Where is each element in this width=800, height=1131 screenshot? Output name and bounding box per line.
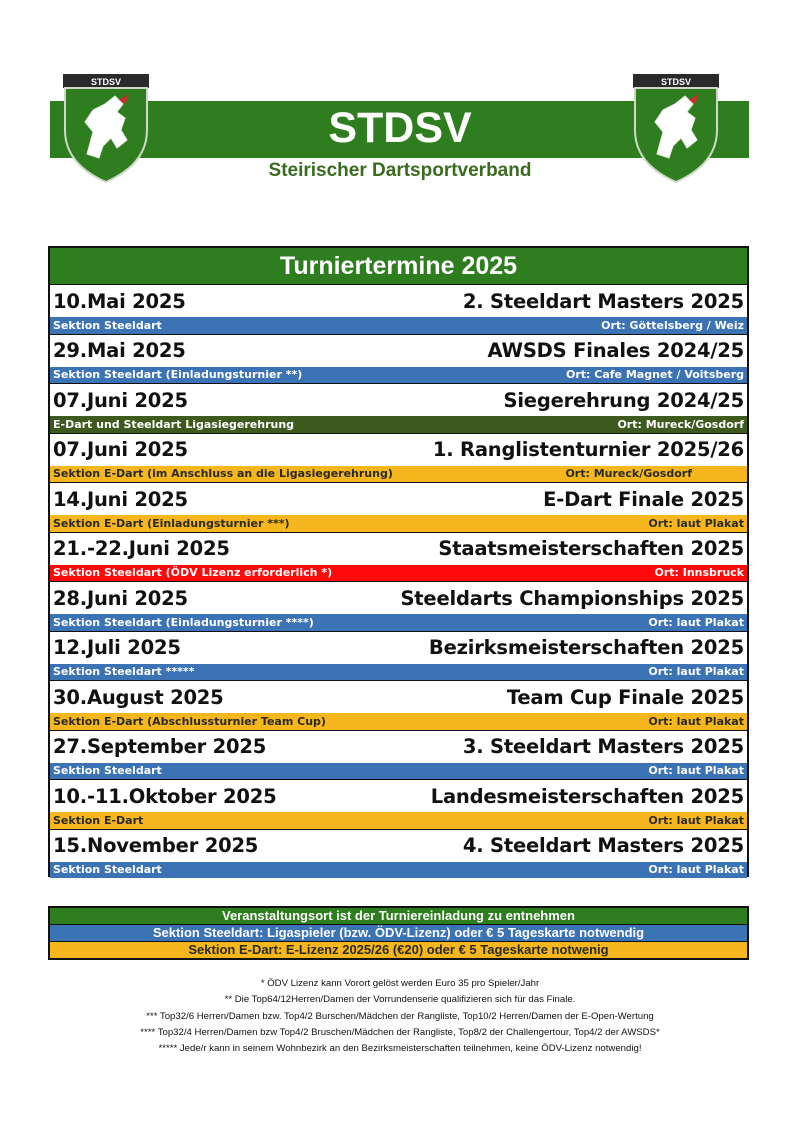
event-section-bar [50,565,747,582]
event-section-bar [50,515,747,532]
info-steeldart: Sektion Steeldart: Ligaspieler (bzw. ÖDV-Lizenz) oder € 5 Tageskarte notwendig [50,925,747,942]
event-location: Ort: laut Plakat [648,813,744,827]
event-section-bar [50,713,747,730]
event-section: E-Dart und Steeldart Ligasiegerehrung [53,417,295,431]
info-edart: Sektion E-Dart: E-Lizenz 2025/26 (€20) oder € 5 Tageskarte notwenig [50,942,747,958]
event-name: Landesmeisterschaften 2025 [430,784,744,808]
event-location: Ort: laut Plakat [648,516,744,530]
event-main [50,681,747,713]
event-section-bar [50,862,747,879]
event-section: Sektion Steeldart ***** [53,665,195,679]
footnote: **** Top32/4 Herren/Damen bzw Top4/2 Bruschen/Mädchen der Rangliste, Top8/2 der Challengertour, Top4/2 der AWSDS* [140,1026,660,1038]
event-main [50,780,747,812]
event-location: Ort: laut Plakat [648,863,744,877]
event-name: 3. Steeldart Masters 2025 [462,735,744,758]
event-name: 2. Steeldart Masters 2025 [462,289,744,313]
event-location: Ort: laut Plakat [648,665,744,679]
event-row [50,533,747,583]
event-name: AWSDS Finales 2024/25 [487,339,744,362]
event-location: Ort: laut Plakat [648,764,744,778]
logo-text: STDSV [660,77,692,87]
event-row [50,681,747,731]
event-location: Ort: Mureck/Gosdorf [565,467,692,481]
event-name: Steeldarts Championships 2025 [400,586,744,610]
event-date: 07.Juni 2025 [53,438,188,461]
info-venue: Veranstaltungsort ist der Turniereinladung zu entnehmen [50,908,747,925]
event-name: 1. Ranglistenturnier 2025/26 [432,438,744,461]
event-main [50,335,747,367]
event-name: Staatsmeisterschaften 2025 [438,537,744,560]
event-section: Sektion Steeldart (ÖDV Lizenz erforderlich *) [53,566,333,580]
event-date: 30.August 2025 [53,685,224,709]
event-location: Ort: laut Plakat [648,714,744,728]
event-main [50,533,747,565]
event-row [50,434,747,484]
event-name: E-Dart Finale 2025 [543,487,744,511]
event-date: 21.-22.Juni 2025 [53,537,230,560]
event-date: 07.Juni 2025 [53,388,188,412]
event-date: 12.Juli 2025 [53,636,181,659]
event-location: Ort: laut Plakat [648,615,744,629]
event-main [50,582,747,614]
event-section: Sektion Steeldart [53,863,162,877]
event-section: Sektion Steeldart [53,318,162,332]
footnote: ** Die Top64/12Herren/Damen der Vorrundenserie qualifizieren sich für das Finale. [224,994,576,1006]
event-section: Sektion E-Dart (Abschlussturnier Team Cup) [53,714,326,728]
event-section: Sektion Steeldart (Einladungsturnier ****) [53,615,314,629]
event-date: 27.September 2025 [53,735,267,758]
event-row [50,731,747,781]
stdsv-logo-left [63,74,149,184]
event-row [50,582,747,632]
footnotes [0,976,800,1057]
event-section: Sektion Steeldart [53,764,162,778]
schedule-title: Turniertermine 2025 [50,248,747,285]
event-row [50,384,747,434]
event-date: 14.Juni 2025 [53,487,188,511]
event-section: Sektion E-Dart (im Anschluss an die Ligasiegerehrung) [53,467,393,481]
event-name: Team Cup Finale 2025 [506,685,744,709]
page-title: STDSV [328,104,472,152]
event-section-bar [50,416,747,433]
info-box [48,906,749,960]
event-row [50,483,747,533]
page-subtitle: Steirischer Dartsportverband [268,160,532,181]
event-section: Sektion E-Dart [53,813,144,827]
event-main [50,434,747,466]
tournament-schedule [48,246,749,877]
event-section-bar [50,763,747,780]
event-location: Ort: Cafe Magnet / Voitsberg [566,368,744,382]
event-date: 10.Mai 2025 [53,289,186,313]
footnote: ***** Jede/r kann in seinem Wohnbezirk an den Bezirksmeisterschaften teilnehmen, keine ÖDV-Lizenz notwendig! [158,1043,642,1055]
event-main [50,483,747,515]
event-date: 15.November 2025 [53,834,259,857]
event-main [50,384,747,416]
event-location: Ort: Göttelsberg / Weiz [601,318,744,332]
event-date: 28.Juni 2025 [53,586,188,610]
logo-text: STDSV [90,77,122,87]
event-section-bar [50,614,747,631]
event-list [50,285,747,879]
stdsv-logo-right [633,74,719,184]
event-section: Sektion Steeldart (Einladungsturnier **) [53,368,303,382]
event-row [50,335,747,385]
event-name: Siegerehrung 2024/25 [503,388,744,412]
event-name: Bezirksmeisterschaften 2025 [428,636,744,659]
event-location: Ort: Innsbruck [654,566,744,580]
event-section-bar [50,466,747,483]
event-section: Sektion E-Dart (Einladungsturnier ***) [53,516,290,530]
event-main [50,830,747,862]
event-main [50,285,747,317]
footnote: *** Top32/6 Herren/Damen bzw. Top4/2 Burschen/Mädchen der Rangliste, Top10/2 Herren/Damen der E-Open-Wertung [146,1010,654,1022]
event-row [50,830,747,880]
event-date: 10.-11.Oktober 2025 [53,784,277,808]
event-section-bar [50,367,747,384]
event-location: Ort: Mureck/Gosdorf [617,417,744,431]
event-main [50,731,747,763]
event-section-bar [50,812,747,829]
event-row [50,780,747,830]
event-name: 4. Steeldart Masters 2025 [462,834,744,857]
event-row [50,285,747,335]
footnote: * ÖDV Lizenz kann Vorort gelöst werden Euro 35 pro Spieler/Jahr [260,978,540,989]
event-main [50,632,747,664]
event-section-bar [50,664,747,681]
event-row [50,632,747,682]
event-date: 29.Mai 2025 [53,339,186,362]
event-section-bar [50,317,747,334]
